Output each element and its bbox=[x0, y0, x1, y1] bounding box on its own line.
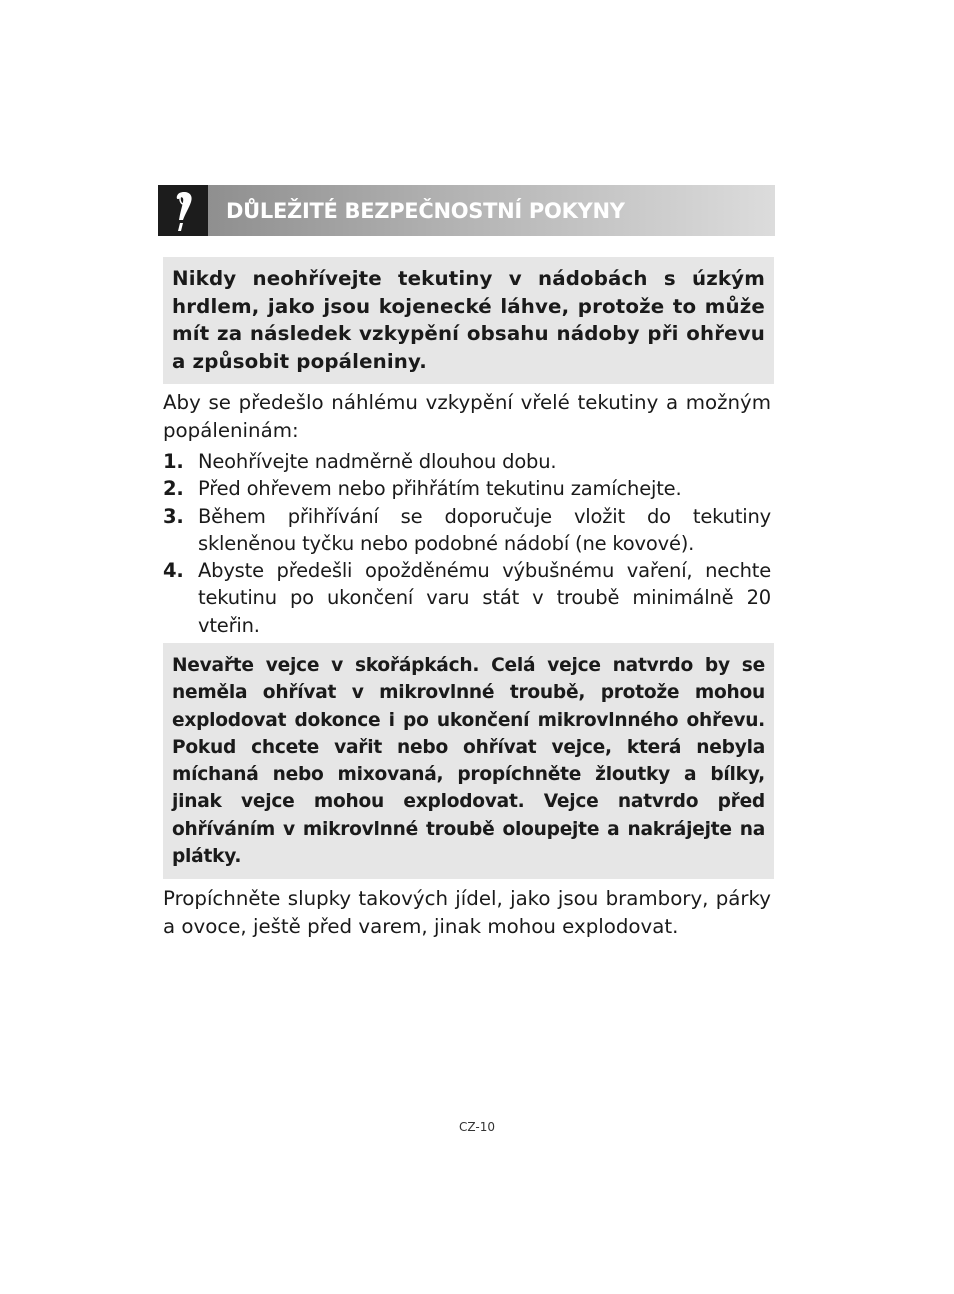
step-number: 2. bbox=[163, 477, 184, 501]
exclamation-icon bbox=[158, 185, 208, 236]
step-text: Před ohřevem nebo přihřátím tekutinu zamíchejte. bbox=[198, 477, 682, 501]
list-item bbox=[163, 475, 771, 502]
step-number: 1. bbox=[163, 450, 184, 473]
closing-paragraph: Propíchněte slupky takových jídel, jako jsou brambory, párky a ovoce, ještě před varem, jinak mohou explodovat. bbox=[163, 887, 771, 938]
header-bar bbox=[208, 185, 775, 236]
step-text: Abyste předešli opožděnému výbušnému vaření, nechte tekutinu po ukončení varu stát v troubě minimálně 20 vteřin. bbox=[198, 559, 771, 637]
step-number: 3. bbox=[163, 504, 184, 528]
header-title: DŮLEŽITÉ BEZPEČNOSTNÍ POKYNY bbox=[226, 198, 625, 223]
list-item bbox=[163, 503, 771, 558]
warning-box-bottles: Nikdy neohřívejte tekutiny v nádobách s úzkým hrdlem, jako jsou kojenecké láhve, protože to může mít za následek vzkypění obsahu nádoby při ohřevu a způsobit popáleniny. bbox=[163, 257, 774, 384]
intro-paragraph: Aby se předešlo náhlému vzkypění vřelé tekutiny a možným popáleninám: bbox=[163, 391, 771, 442]
section-header bbox=[158, 185, 775, 236]
step-number: 4. bbox=[163, 559, 184, 583]
list-item bbox=[163, 557, 771, 639]
steps-list bbox=[163, 448, 771, 639]
warning-box-eggs: Nevařte vejce v skořápkách. Celá vejce natvrdo by se neměla ohřívat v mikrovlnné troubě, protože mohou explodovat dokonce i po ukončení mikrovlnného ohřevu. Pokud chcete vařit nebo ohřívat vejce, která nebyla míchaná nebo mixovaná, propíchněte žloutky a bílky, jinak vejce mohou explodovat. Vejce natvrdo před ohříváním v mikrovlnné troubě oloupejte a nakrájejte na plátky. bbox=[163, 643, 774, 879]
list-item bbox=[163, 448, 771, 475]
step-text: Během přihřívání se doporučuje vložit do tekutiny skleněnou tyčku nebo podobné nádobí (ne kovové). bbox=[198, 504, 771, 555]
page-number: CZ-10 bbox=[459, 1120, 495, 1134]
step-text: Neohřívejte nadměrně dlouhou dobu. bbox=[198, 450, 557, 473]
